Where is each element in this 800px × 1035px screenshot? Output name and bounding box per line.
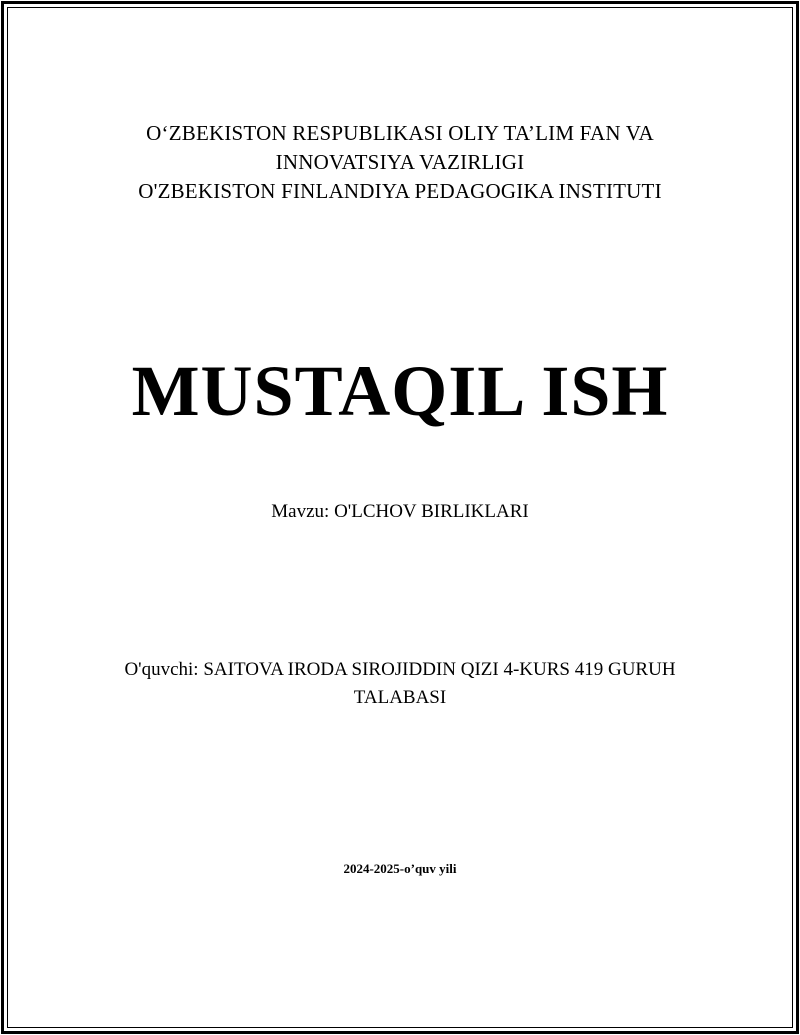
topic-line: Mavzu: O'LCHOV BIRLIKLARI xyxy=(271,501,529,522)
ministry-header xyxy=(0,119,800,206)
academic-year-line: 2024-2025-o’quv yili xyxy=(343,861,457,876)
header-line-3: O'ZBEKISTON FINLANDIYA PEDAGOGIKA INSTITUTI xyxy=(138,179,662,203)
header-line-1: O‘ZBEKISTON RESPUBLIKASI OLIY TA’LIM FAN VA xyxy=(146,121,654,145)
student-line: O'quvchi: SAITOVA IRODA SIROJIDDIN QIZI 4-KURS 419 GURUH TALABASI xyxy=(124,659,676,708)
document-title: MUSTAQIL ISH xyxy=(131,351,669,431)
header-line-2: INNOVATSIYA VAZIRLIGI xyxy=(275,150,525,174)
